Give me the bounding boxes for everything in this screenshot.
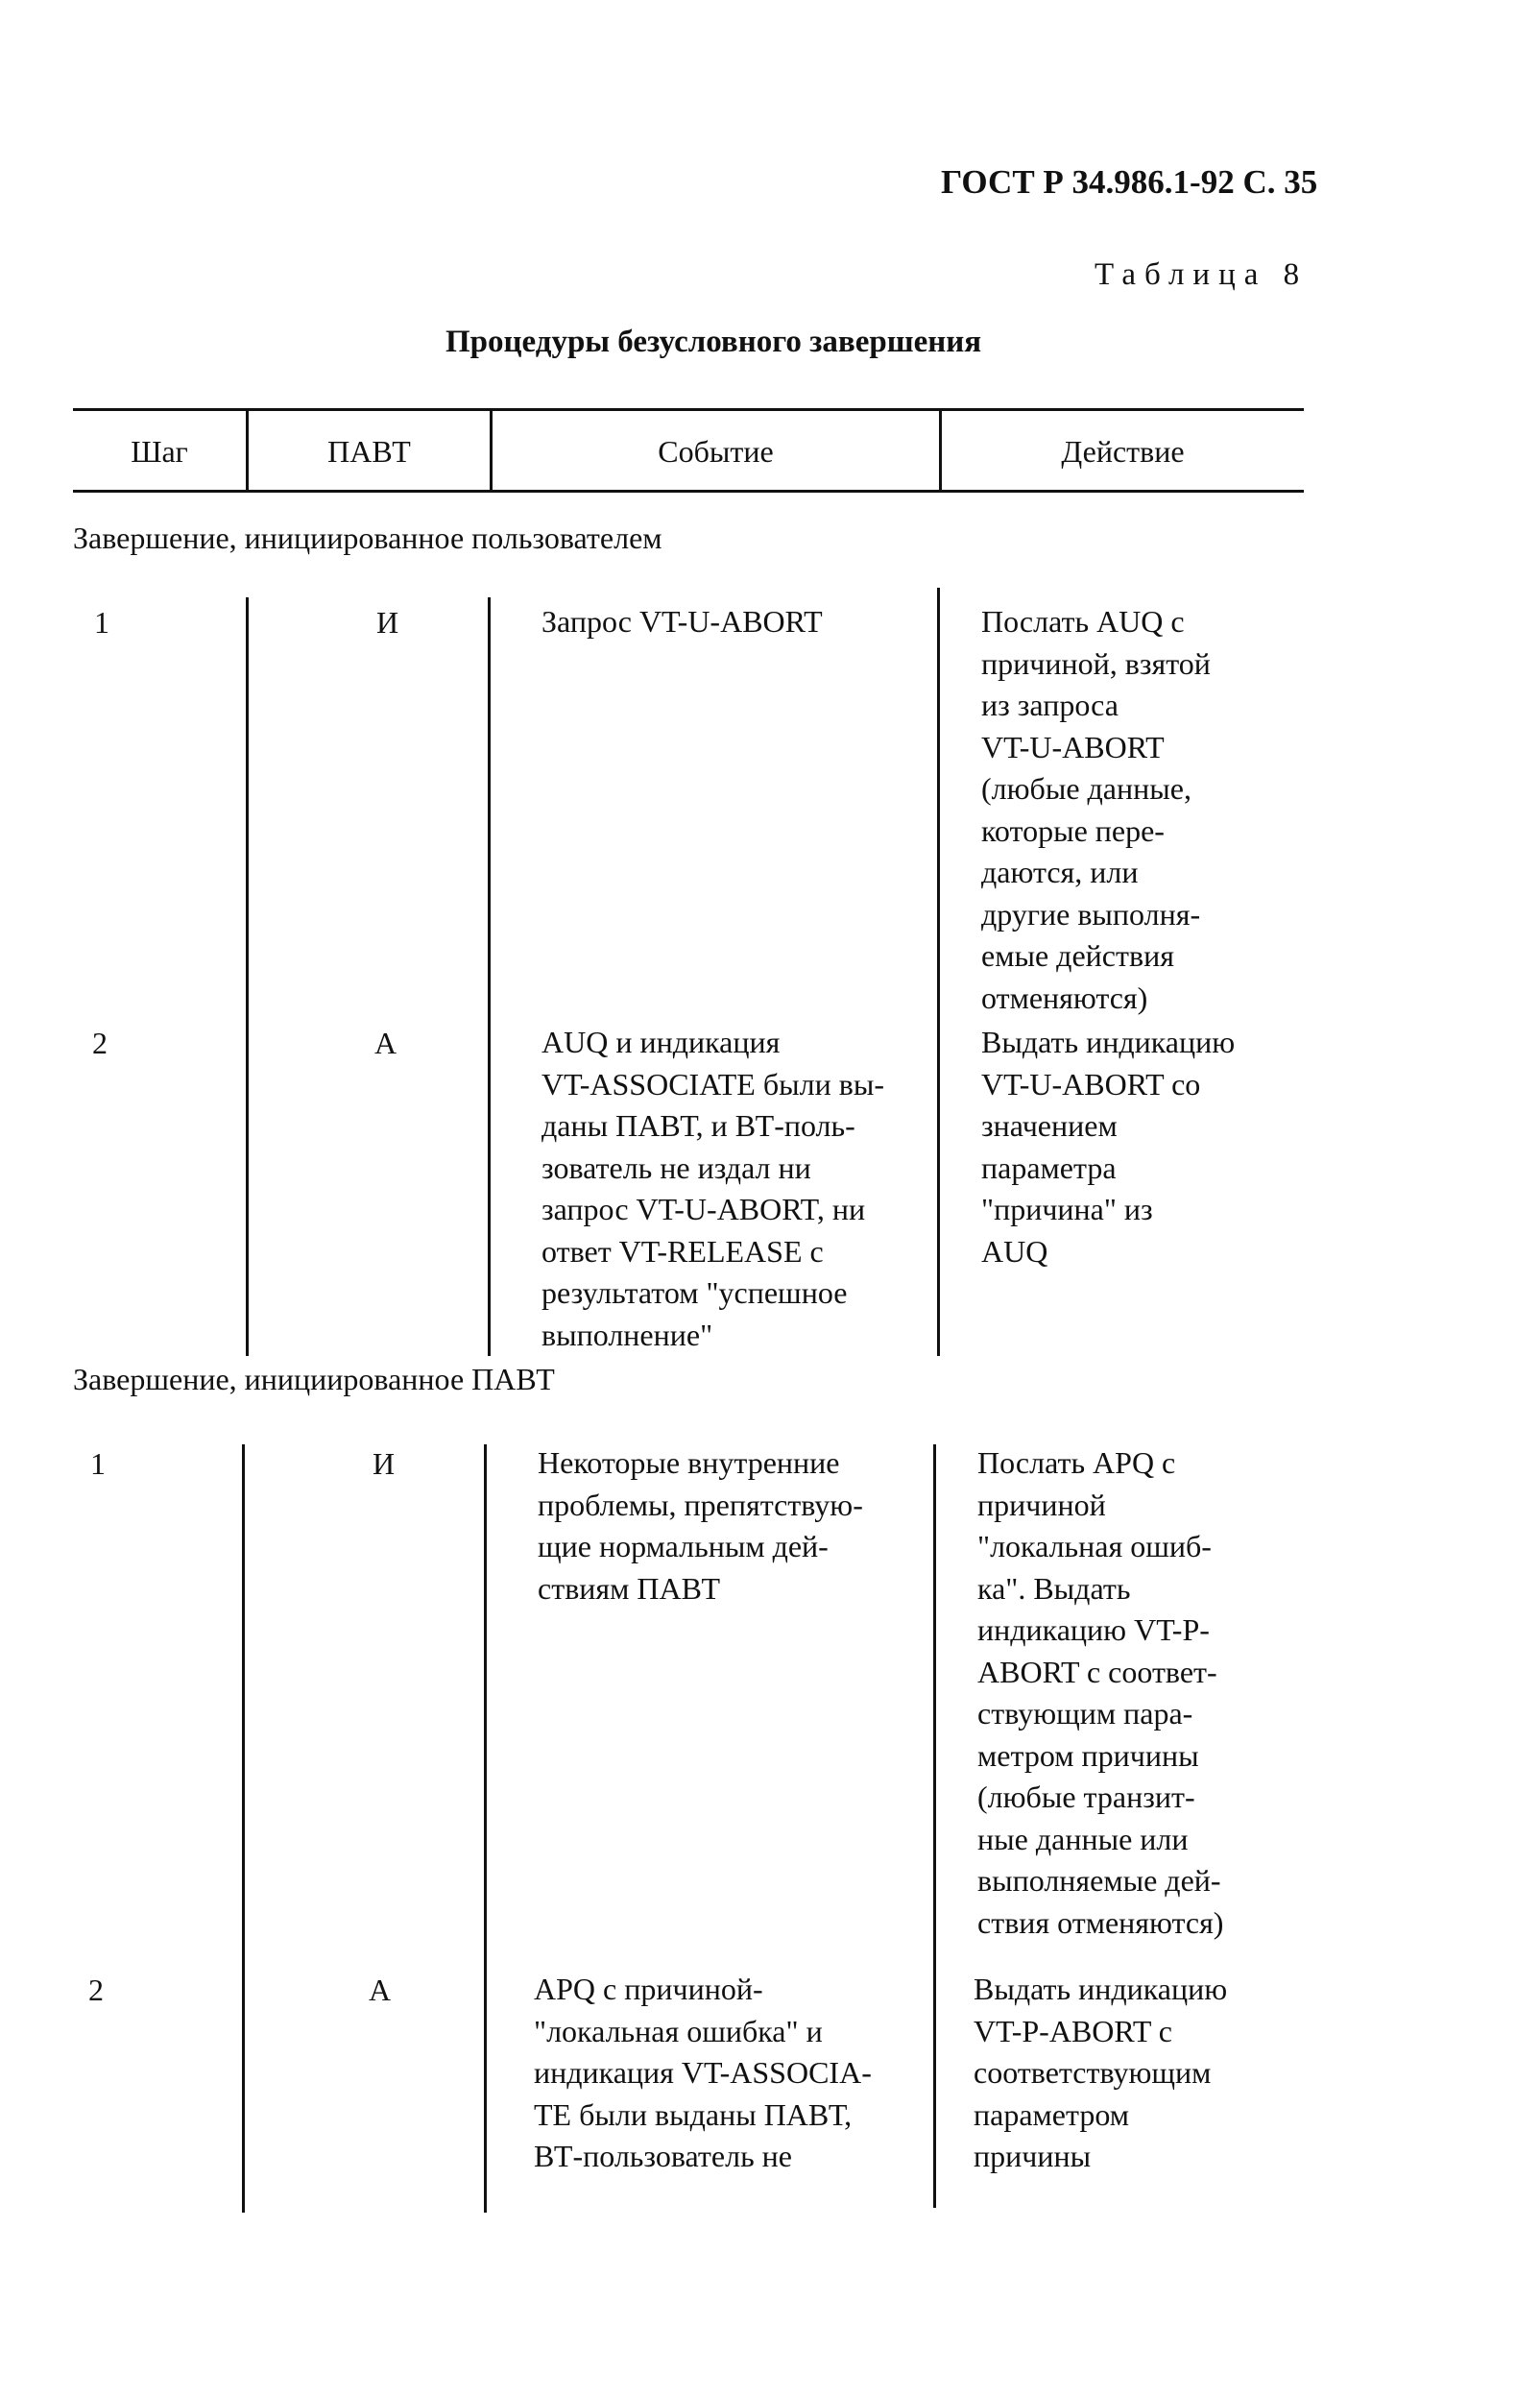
row-col-separator (246, 597, 249, 1356)
document-reference: ГОСТ Р 34.986.1-92 С. 35 (941, 163, 1318, 201)
pavt-value: И (376, 605, 399, 640)
row-col-separator (937, 588, 940, 1356)
action-text: Выдать индикацию VT-U-ABORT со значением параметра "причина" из AUQ (981, 1025, 1236, 1269)
event-text: Некоторые внутренние проблемы, препятствую- щие нормальным дей- ствиям ПАВТ (538, 1445, 863, 1606)
column-header-action: Действие (1061, 434, 1185, 469)
row-col-separator (242, 1444, 245, 2213)
column-header-event: Событие (658, 434, 774, 469)
column-header-pavt: ПАВТ (327, 434, 411, 469)
row-col-separator (488, 597, 491, 1356)
table-label: Таблица 8 (1095, 257, 1309, 292)
pavt-value: А (374, 1026, 397, 1060)
action-text: Выдать индикацию VT-P-ABORT с соответствующим параметром причины (974, 1972, 1228, 2173)
step-number: 2 (88, 1973, 104, 2007)
step-number: 1 (90, 1446, 106, 1481)
action-text: Послать AUQ с причиной, взятой из запроса VT-U-ABORT (любые данные, которые пере- даются, или другие выполня- емые действия отменяются) (981, 604, 1211, 1015)
pavt-value: И (373, 1446, 396, 1481)
event-text: Запрос VT-U-ABORT (541, 604, 823, 639)
pavt-value: А (369, 1973, 392, 2007)
column-header-step: Шаг (131, 434, 188, 469)
row-col-separator (484, 1444, 487, 2213)
section-title: Завершение, инициированное пользователем (73, 521, 662, 555)
table-caption: Процедуры безусловного завершения (445, 325, 982, 359)
event-text: APQ с причиной- "локальная ошибка" и индикация VT-ASSOCIA- TE были выданы ПАВТ, ВТ-пользователь не (534, 1972, 872, 2173)
section-title: Завершение, инициированное ПАВТ (73, 1362, 555, 1396)
step-number: 1 (94, 605, 109, 640)
table-header-bottom-rule (73, 490, 1304, 493)
step-number: 2 (92, 1026, 108, 1060)
table-top-rule (73, 408, 1304, 411)
event-text: AUQ и индикация VT-ASSOCIATE были вы- даны ПАВТ, и ВТ-поль- зователь не издал ни запрос VT-U-ABORT, ни ответ VT-RELEASE с результатом "успешное выполнение" (541, 1025, 884, 1352)
row-col-separator (933, 1444, 936, 2208)
action-text: Послать APQ с причиной "локальная ошиб- ка". Выдать индикацию VT-P- ABORT с соответ- ствующим пара- метром причины (любые транзит- ные данные или выполняемые дей- ствия отменяются) (977, 1445, 1224, 1940)
